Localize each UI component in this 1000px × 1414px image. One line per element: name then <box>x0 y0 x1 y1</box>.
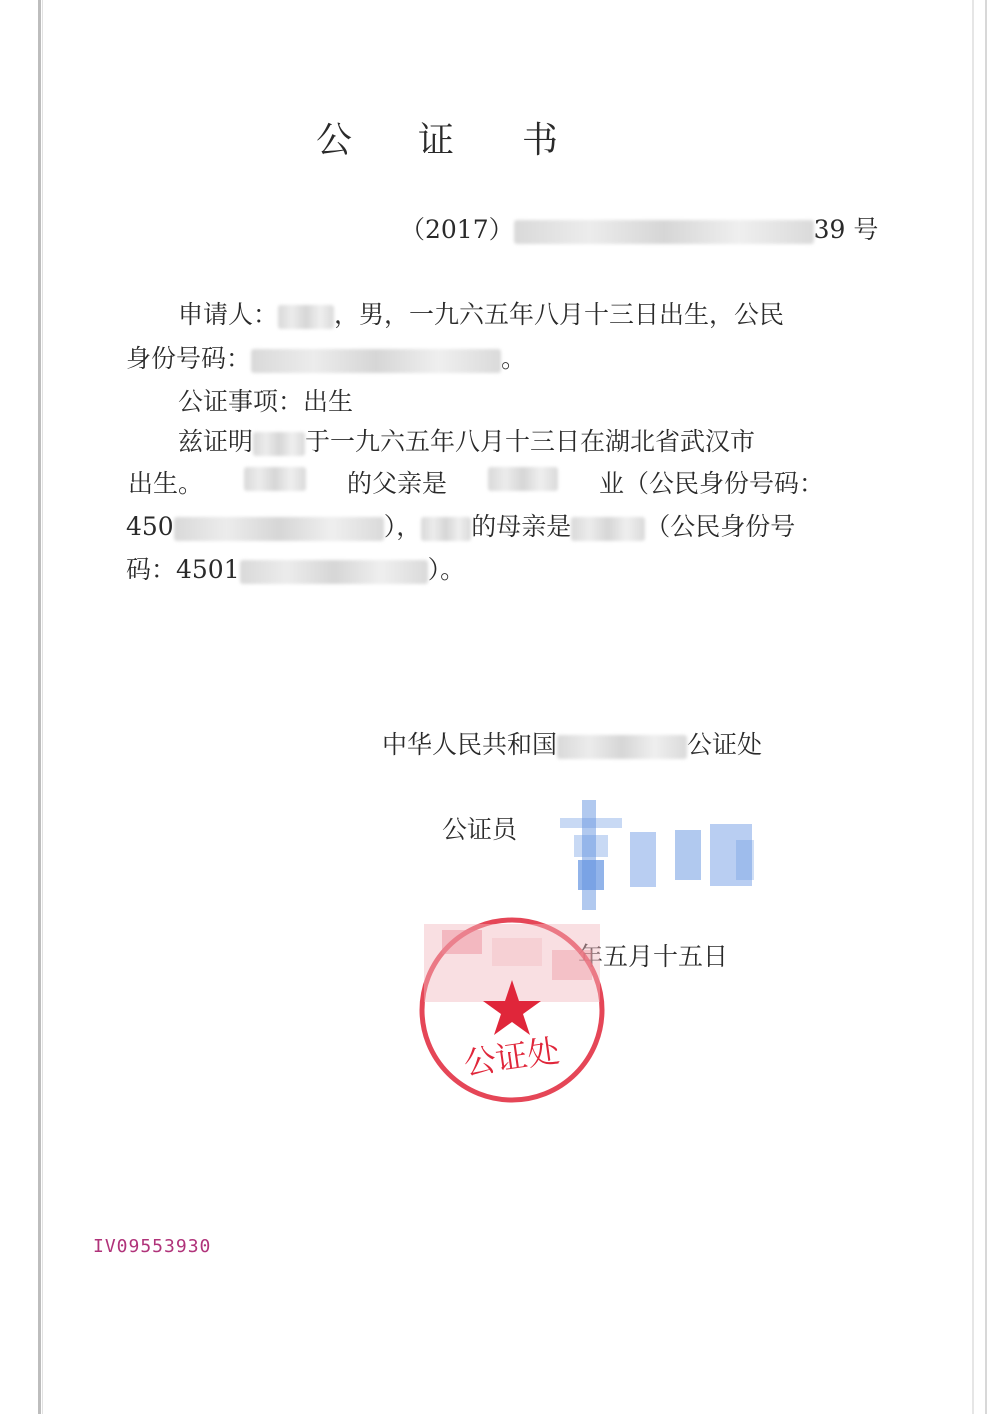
redacted-id <box>174 517 384 541</box>
page-edge-right-shadow <box>985 0 987 1414</box>
seal-label: 公证处 <box>461 1031 562 1083</box>
notary-office: 中华人民共和国 公证处 <box>382 730 763 759</box>
applicant-line-2: 身份号码： 。 <box>126 344 527 373</box>
notary-label: 公证员 <box>442 815 518 844</box>
redacted-number <box>514 220 814 244</box>
notarial-matter: 公证事项：出生 <box>178 387 354 416</box>
redacted-name <box>253 432 305 456</box>
redacted-name <box>571 517 645 541</box>
notary-signature <box>560 800 760 920</box>
page-edge-shadow <box>42 0 43 1414</box>
page-edge <box>38 0 41 1414</box>
page-edge-right <box>972 0 974 1414</box>
redacted-name <box>244 467 306 491</box>
serial-number: IV09553930 <box>93 1236 212 1257</box>
document-title <box>300 112 620 162</box>
applicant-line-1: 申请人： ，男，一九六五年八月十三日出生，公民 <box>178 300 785 329</box>
document-number: （2017） 39 号 <box>400 215 879 244</box>
title-char-2: 证 <box>418 120 455 161</box>
official-seal <box>412 910 612 1110</box>
redacted-name <box>488 467 558 491</box>
redacted-id <box>251 349 501 373</box>
certify-line-1: 兹证明 于一九六五年八月十三日在湖北省武汉市 <box>178 427 756 456</box>
certify-line-2: 出生。 的父亲是 业（公民身份号码： <box>128 469 824 498</box>
redacted-id <box>240 560 428 584</box>
certify-line-4: 码：4501 ）。 <box>126 555 466 584</box>
certify-line-3: 450 ）， 的母亲是 （公民身份号 <box>126 512 796 541</box>
title-char-1: 公 <box>316 120 353 161</box>
redacted-name <box>421 517 471 541</box>
redacted-name <box>278 305 334 329</box>
title-char-3: 书 <box>522 120 559 161</box>
redacted-city <box>557 735 687 759</box>
issue-date: 年五月十五日 <box>578 942 729 971</box>
